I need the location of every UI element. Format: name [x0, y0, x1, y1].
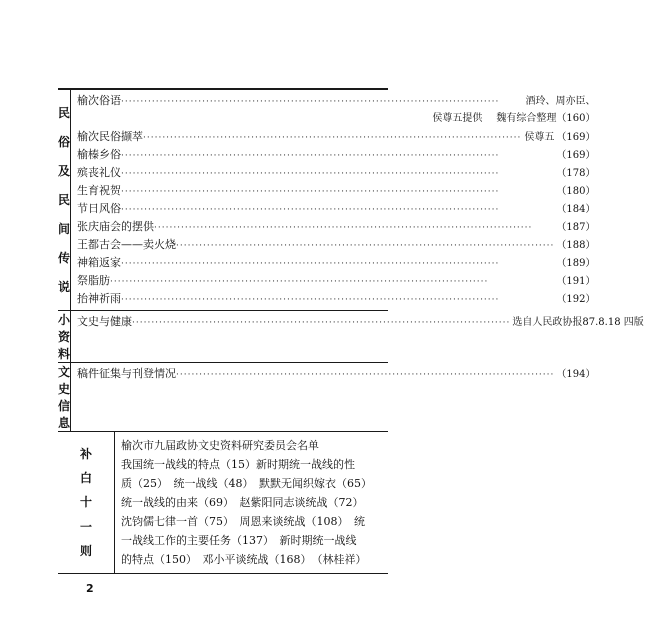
filler-line: 的特点（150） 邓小平谈统战（168） （林桂祥）	[121, 553, 367, 566]
leader-dots	[121, 165, 554, 183]
entry-title: 王都古会——卖火烧	[77, 238, 177, 251]
section-side-label: 文史信息	[58, 365, 71, 430]
entry-author: 酒玲、周亦臣、	[525, 96, 596, 107]
filler-line: 一战线工作的主要任务（137） 新时期统一战线	[121, 534, 357, 547]
entry-credit: 侯尊五提供	[432, 113, 483, 124]
side-char: 则	[79, 543, 92, 558]
entry-page: （189）	[556, 258, 596, 269]
entry-source: 选自人民政协报87.8.18 四版	[512, 317, 644, 328]
side-char: 白	[79, 471, 92, 486]
entry-page: （178）	[556, 168, 596, 179]
entry-page: （188）	[556, 240, 596, 251]
entry-title: 张庆庙会的摆供	[77, 220, 155, 233]
section-literary-info	[58, 363, 596, 432]
leader-dots	[121, 93, 523, 111]
toc-entry[interactable]	[77, 182, 595, 200]
side-char: 一	[79, 519, 92, 534]
leader-dots	[176, 237, 554, 255]
entry-author: 侯尊五	[524, 132, 555, 143]
toc-entry[interactable]	[77, 200, 595, 218]
filler-line: 质（25） 统一战线（48） 默默无闻织嫁衣（65）	[121, 477, 372, 490]
section-entries	[71, 363, 599, 431]
entry-title: 榆次俗语	[77, 94, 122, 107]
toc-entry[interactable]	[77, 236, 595, 254]
toc-entry[interactable]	[77, 313, 644, 331]
toc-entry[interactable]	[77, 272, 595, 290]
leader-dots	[121, 201, 554, 219]
entry-credit: 魏有综合整理（160）	[496, 113, 596, 124]
side-char: 俗	[58, 134, 71, 149]
leader-dots	[110, 273, 554, 291]
leader-dots	[121, 147, 554, 165]
bottom-rule	[58, 573, 388, 574]
entry-page: （192）	[556, 294, 596, 305]
section-small-materials	[58, 311, 644, 363]
section-entries	[71, 90, 599, 310]
section-side-label	[58, 90, 71, 310]
toc-entry[interactable]	[77, 365, 595, 383]
entry-page: （169）	[556, 150, 596, 161]
side-char: 民	[58, 192, 71, 207]
leader-dots	[176, 366, 554, 384]
entry-title: 抬神祈雨	[77, 292, 122, 305]
leader-dots	[121, 291, 554, 309]
filler-line: 我国统一战线的特点（15）新时期统一战线的性	[121, 458, 355, 471]
toc-entry[interactable]	[77, 290, 595, 308]
table-of-contents	[58, 88, 644, 574]
toc-entry[interactable]	[77, 254, 595, 272]
section-lines	[115, 432, 388, 573]
section-side-label	[58, 432, 115, 573]
leader-dots	[121, 183, 554, 201]
filler-line: 榆次市九届政协文史资料研究委员会名单	[121, 439, 319, 452]
entry-page: （169）	[556, 132, 596, 143]
filler-line: 统一战线的由来（69） 赵紫阳同志谈统战（72）	[121, 496, 364, 509]
entry-title: 榆次民俗撷萃	[77, 130, 144, 143]
entry-title: 祭脂肪	[77, 274, 111, 287]
leader-dots	[132, 314, 510, 332]
toc-entry[interactable]	[77, 146, 595, 164]
page-number: 2	[86, 582, 94, 595]
entry-page: （184）	[556, 204, 596, 215]
entry-page: （194）	[556, 369, 596, 380]
toc-entry[interactable]	[77, 218, 595, 236]
side-char: 十	[79, 495, 92, 510]
section-fillers	[58, 432, 388, 574]
section-folk-customs	[58, 90, 596, 311]
entry-title: 生育祝贺	[77, 184, 122, 197]
side-char: 间	[58, 222, 71, 237]
section-side-label: 小资料	[58, 313, 71, 361]
side-char: 民	[58, 105, 71, 120]
entry-title: 神箱返家	[77, 256, 122, 269]
entry-credit-line	[77, 110, 595, 128]
toc-entry[interactable]	[77, 128, 595, 146]
side-char: 补	[79, 447, 92, 462]
section-entries	[71, 311, 648, 362]
entry-title: 文史与健康	[77, 315, 133, 328]
entry-title: 稿件征集与刊登情况	[77, 367, 177, 380]
leader-dots	[121, 255, 554, 273]
entry-page: （180）	[556, 186, 596, 197]
side-char: 说	[58, 280, 71, 295]
entry-page: （187）	[556, 222, 596, 233]
entry-title: 殡丧礼仪	[77, 166, 122, 179]
leader-dots	[143, 129, 522, 147]
toc-entry[interactable]	[77, 164, 595, 182]
entry-title: 榆榛乡俗	[77, 148, 122, 161]
filler-line: 沈钧儒七律一首（75） 周恩来谈统战（108） 统	[121, 515, 365, 528]
entry-page: （191）	[556, 276, 596, 287]
entry-title: 节日风俗	[77, 202, 122, 215]
toc-entry[interactable]	[77, 92, 595, 110]
side-char: 及	[58, 163, 71, 178]
side-char: 传	[58, 251, 71, 266]
leader-dots	[154, 219, 554, 237]
